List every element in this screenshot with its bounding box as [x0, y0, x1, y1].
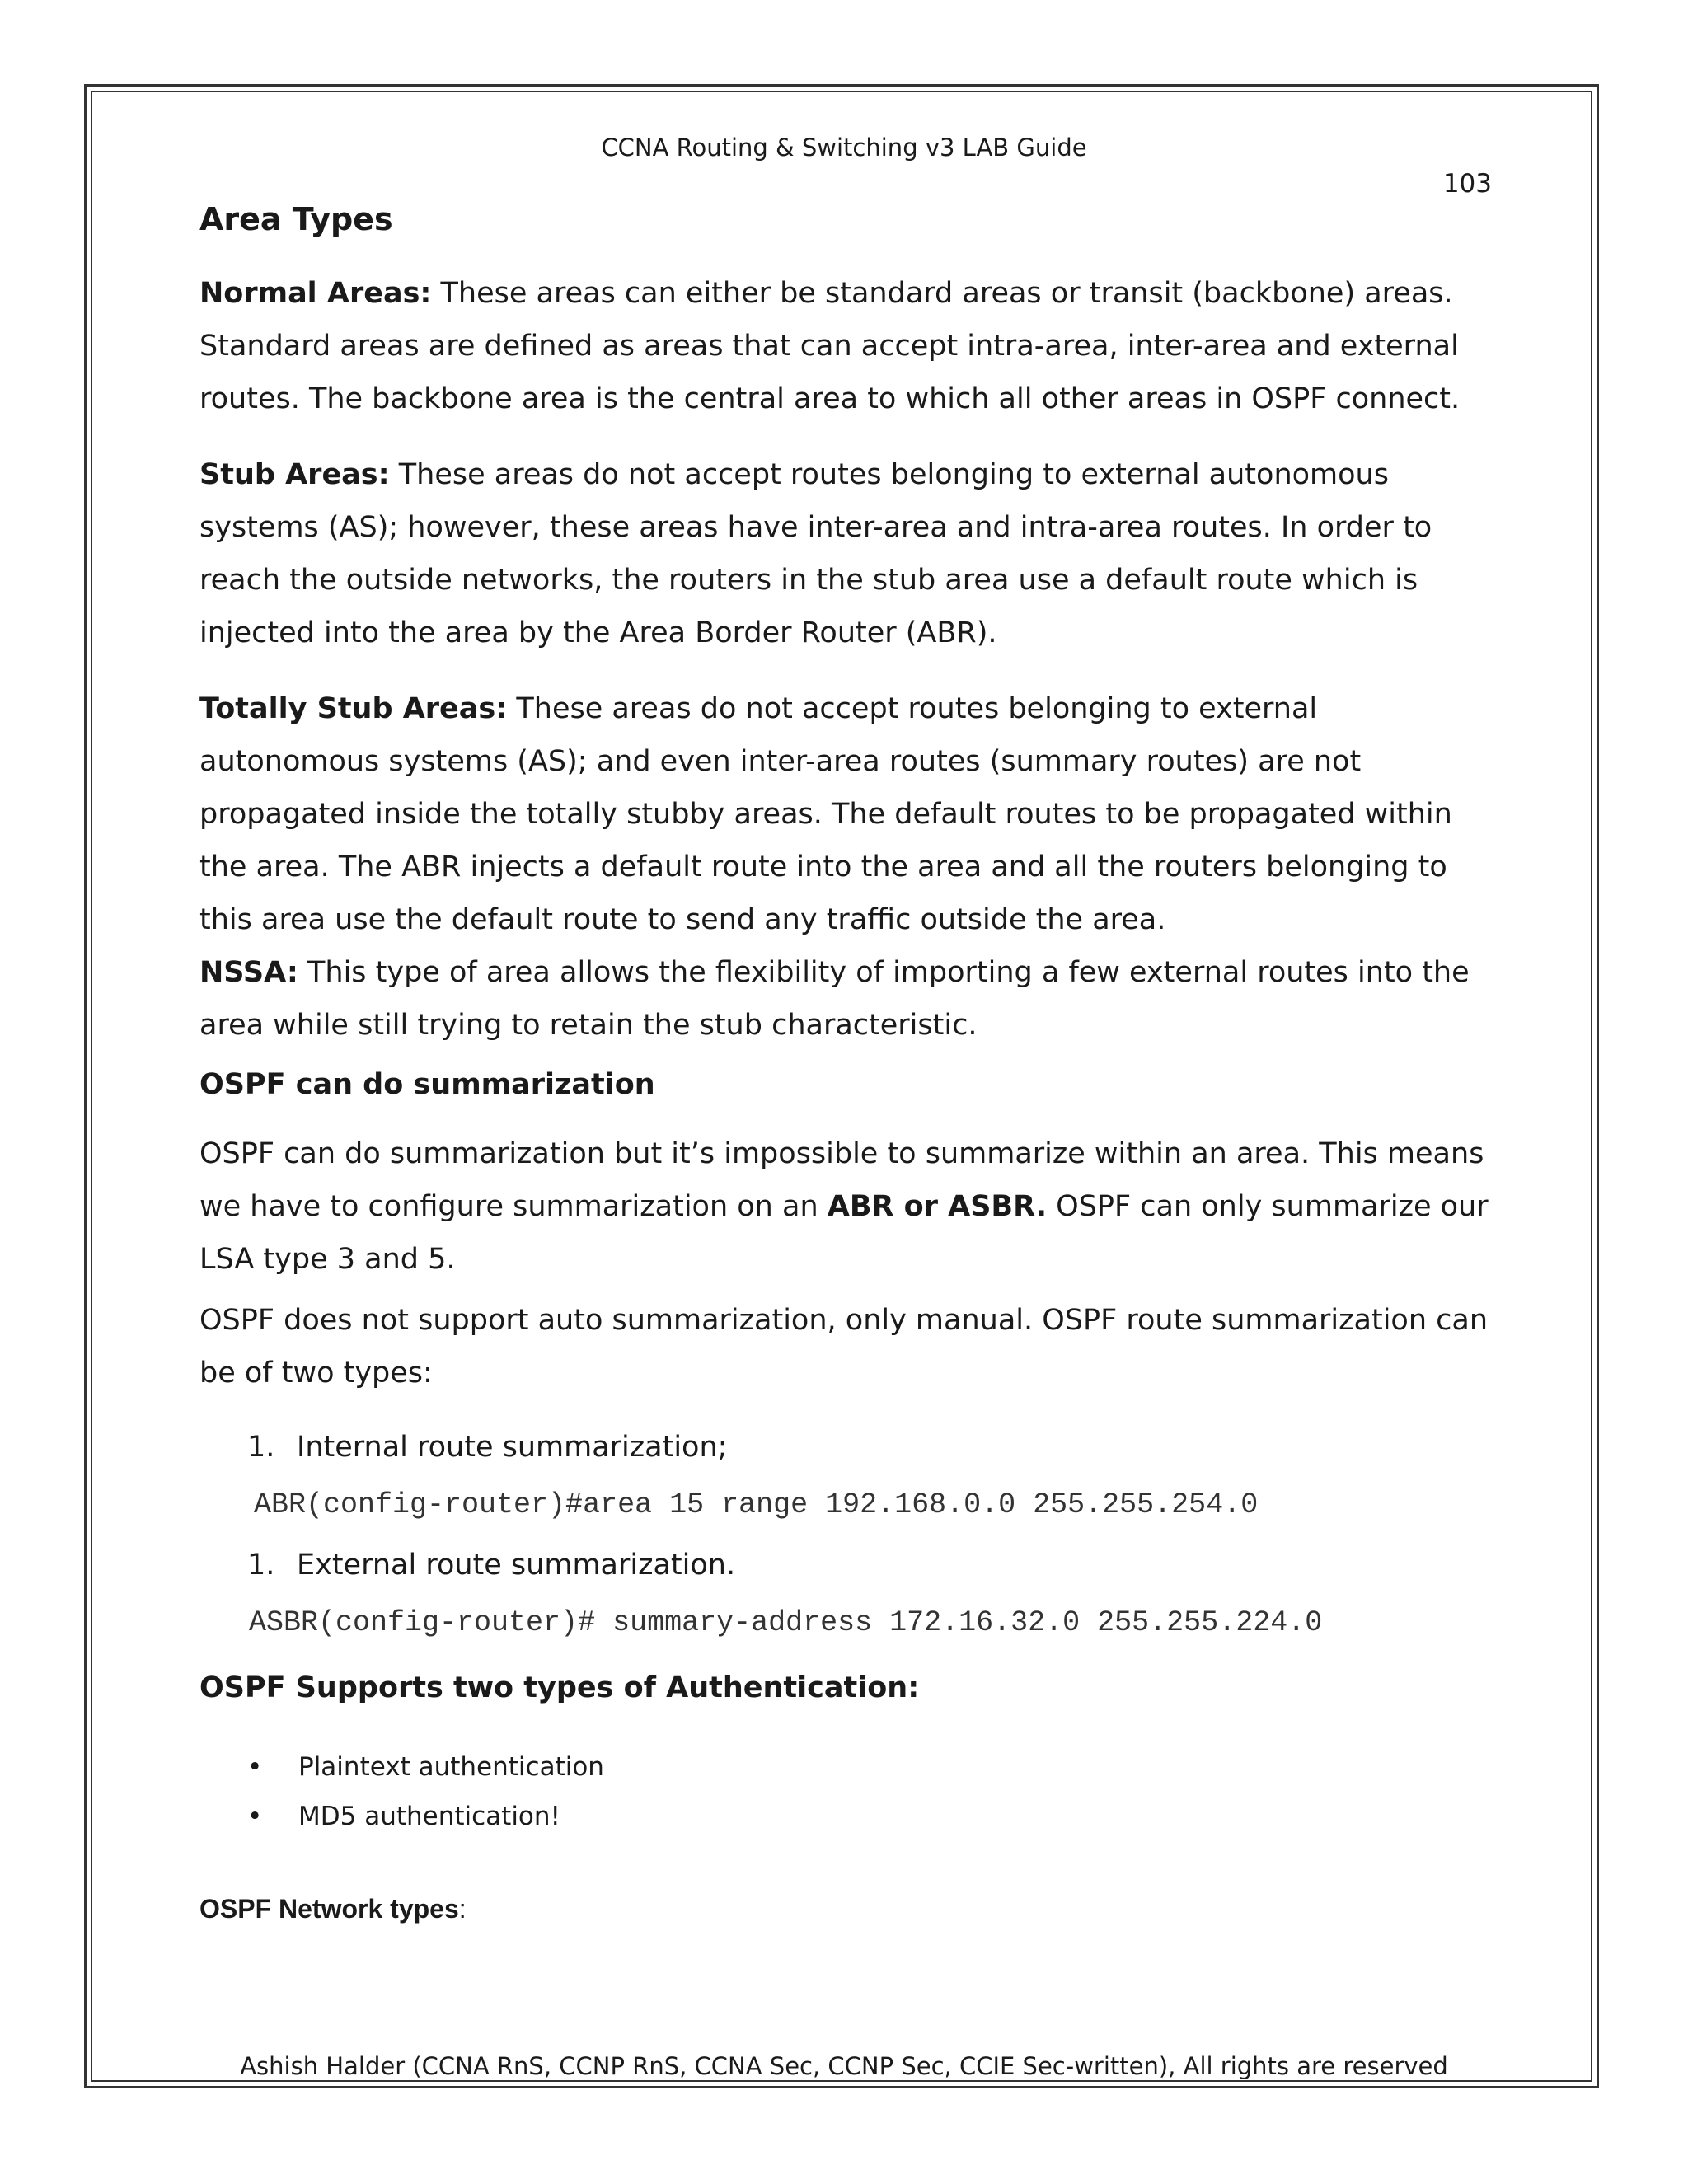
bullet-icon: •: [247, 1802, 263, 1831]
bullet-item-plaintext: [247, 1752, 604, 1782]
paragraph-nssa: [199, 946, 1502, 1052]
summarization-text-2: OSPF can only summarize our LSA type 3 and 5.: [199, 1190, 1489, 1276]
text-normal-areas: These areas can either be standard areas or transit (backbone) areas. Standard areas are defined as areas that can accept intra-area, inter-area and external routes. The backbone area is the central area to which all other areas in OSPF connect.: [199, 277, 1461, 415]
heading-summarization: OSPF can do summarization: [199, 1068, 655, 1101]
bullet-item-md5: [247, 1802, 560, 1831]
text-totally-stub-areas: These areas do not accept routes belonging to external autonomous systems (AS); and even inter-area routes (summary routes) are not propagated inside the totally stubby areas. The default routes to be propagated within the area. The ABR injects a default route into the area and all the routers belonging to this area use the default route to send any traffic outside the area.: [199, 692, 1452, 936]
network-types-label: OSPF Network types: [199, 1894, 459, 1924]
bullet-text: MD5 authentication!: [298, 1802, 560, 1831]
network-types-colon: :: [458, 1894, 467, 1924]
list-item-text: External route summarization.: [297, 1549, 736, 1582]
paragraph-normal-areas: [199, 267, 1502, 425]
list-item-external: [247, 1549, 735, 1582]
running-header: CCNA Routing & Switching v3 LAB Guide: [601, 134, 1087, 162]
term-totally-stub-areas: Totally Stub Areas:: [199, 692, 508, 725]
paragraph-totally-stub-areas: [199, 682, 1502, 946]
text-nssa: This type of area allows the flexibility of importing a few external routes into the area while still trying to retain the stub characteristic.: [199, 956, 1470, 1042]
page-number: 103: [1442, 169, 1492, 199]
code-asbr-summary: ASBR(config-router)# summary-address 172.16.32.0 255.255.224.0: [249, 1606, 1323, 1639]
heading-authentication: OSPF Supports two types of Authentication:: [199, 1671, 920, 1704]
page-footer: Ashish Halder (CCNA RnS, CCNP RnS, CCNA Sec, CCNP Sec, CCIE Sec-written), All rights are reserved: [240, 2052, 1448, 2080]
section-heading-area-types: Area Types: [199, 201, 393, 237]
list-item-text: Internal route summarization;: [297, 1431, 728, 1464]
term-normal-areas: Normal Areas:: [199, 277, 432, 310]
list-number: 1.: [247, 1549, 275, 1582]
summarization-bold: ABR or ASBR.: [827, 1190, 1048, 1223]
list-item-internal: [247, 1431, 727, 1464]
bullet-icon: •: [247, 1752, 263, 1782]
code-abr-range: ABR(config-router)#area 15 range 192.168.0.0 255.255.254.0: [254, 1488, 1259, 1521]
text-stub-areas: These areas do not accept routes belonging to external autonomous systems (AS); however, these areas have inter-area and intra-area routes. In order to reach the outside networks, the routers in the stub area use a default route which is injected into the area by the Area Border Router (ABR).: [199, 458, 1432, 649]
term-stub-areas: Stub Areas:: [199, 458, 390, 491]
heading-network-types: [199, 1894, 467, 1924]
summarization-text-1: OSPF can do summarization but it’s impossible to summarize within an area. This means we have to configure summarization on an: [199, 1137, 1484, 1223]
paragraph-stub-areas: [199, 448, 1502, 659]
bullet-text: Plaintext authentication: [298, 1752, 604, 1782]
paragraph-summarization-2: OSPF does not support auto summarization, only manual. OSPF route summarization can be of two types:: [199, 1304, 1489, 1390]
paragraph-summarization-1: [199, 1127, 1502, 1286]
list-number: 1.: [247, 1431, 275, 1464]
term-nssa: NSSA:: [199, 956, 298, 989]
